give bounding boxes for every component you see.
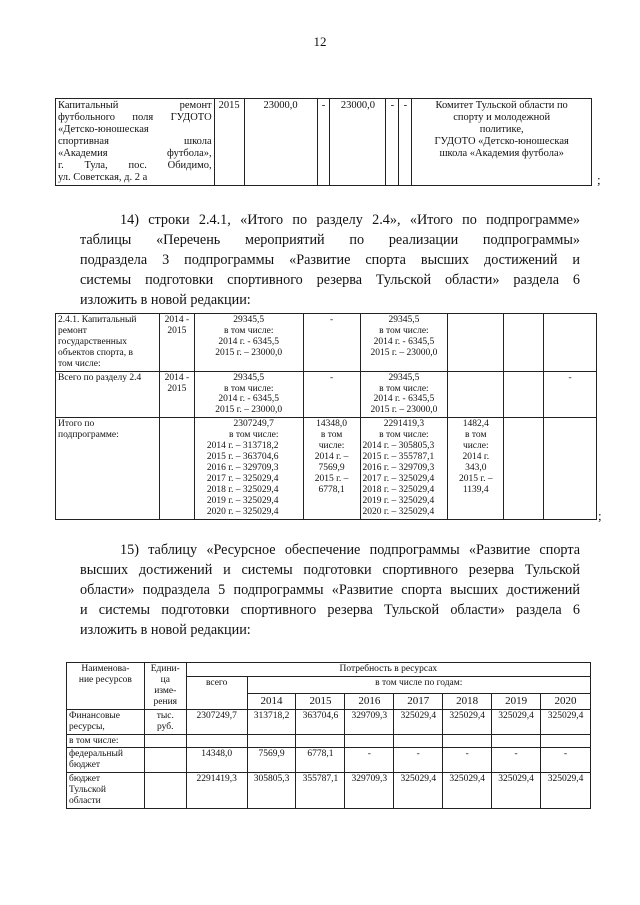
header-year: 2020	[541, 694, 591, 710]
cell-line: в том числе:	[223, 383, 274, 394]
col7-cell: -	[399, 99, 412, 186]
year-value: 6778,1	[296, 748, 345, 773]
cell-line: -	[568, 372, 572, 383]
cell-line: 2015 г. – 363704,6	[206, 452, 279, 463]
resource-name	[67, 773, 145, 809]
year-value	[247, 734, 296, 748]
cell-line: 2018 г. – 325029,4	[362, 484, 435, 495]
cell-line: 2014 г. - 6345,5	[373, 336, 435, 347]
header-name	[67, 663, 145, 710]
paragraph-line: изложить в новой редакции:	[80, 622, 251, 638]
resources-table	[66, 662, 591, 809]
total-cell	[194, 314, 303, 372]
cell-line: 2015 г. – 23000,0	[215, 347, 283, 358]
header-year: 2016	[345, 694, 394, 710]
header-row	[67, 663, 591, 677]
paragraph-line: и системы подготовки спортивного резерва Тульской области» раздела 6	[80, 602, 580, 618]
table-row	[56, 418, 597, 519]
paragraph-line: области» подраздела 5 подпрограммы «Развитие спорта высших достижений	[80, 582, 580, 598]
federal-cell	[303, 418, 360, 519]
years-cell	[159, 371, 194, 418]
measures-table	[55, 313, 597, 520]
year-value: 325029,4	[443, 709, 492, 734]
cell-line: Итого по	[58, 419, 95, 430]
cell-line: 2016 г. – 329709,3	[362, 462, 435, 473]
regional-cell	[360, 314, 448, 372]
cell-line: 2015	[167, 383, 187, 394]
cell-line: тыс.	[156, 710, 174, 721]
header-by-years: в том числе по годам:	[247, 676, 590, 693]
year-value	[394, 734, 443, 748]
unit-cell	[144, 748, 186, 773]
regional-cell: 23000,0	[330, 99, 386, 186]
total-cell: 23000,0	[244, 99, 317, 186]
cell-line: школа «Академия футбола»	[439, 148, 564, 160]
year-cell: 2015	[214, 99, 244, 186]
header-unit	[144, 663, 186, 710]
year-value: 325029,4	[394, 709, 443, 734]
year-value: 325029,4	[443, 773, 492, 809]
cell-line: том числе:	[58, 358, 101, 369]
cell-line: в том числе:	[379, 430, 429, 441]
year-value: 313718,2	[247, 709, 296, 734]
year-value: -	[394, 748, 443, 773]
cell-line: политике,	[479, 124, 524, 136]
cell-line: 29345,5	[233, 372, 265, 383]
cell-line: «Академия футбола»,	[58, 148, 212, 160]
year-value: 325029,4	[492, 709, 541, 734]
total-cell	[194, 418, 303, 519]
cell-line: 2015 г. –	[314, 473, 349, 484]
cell-line: спортивная школа	[58, 136, 212, 148]
regional-cell	[360, 418, 448, 519]
cell-line: 2015	[167, 325, 187, 336]
cell-line: Всего по разделу 2.4	[58, 372, 142, 383]
paragraph-14	[80, 210, 580, 310]
federal-cell	[303, 314, 360, 372]
cell-line: 7569,9	[318, 462, 345, 473]
cell-line: 2016 г. – 329709,3	[206, 462, 279, 473]
header-total: всего	[186, 676, 247, 709]
year-value	[492, 734, 541, 748]
cell-line: 2019 г. – 325029,4	[206, 495, 279, 506]
year-value: -	[492, 748, 541, 773]
cell-line: -	[329, 372, 334, 383]
other-cell	[504, 371, 544, 418]
cell-line: Наименова-	[81, 664, 130, 674]
cell-line: 2015 г. – 23000,0	[370, 347, 438, 358]
cell-line: рения	[153, 696, 178, 707]
cell-line: бюджет	[69, 774, 101, 785]
local-cell	[448, 418, 504, 519]
paragraph-line: системы подготовки спортивного резерва Тульской области» раздела 6	[80, 272, 580, 288]
cell-line: 2020 г. – 325029,4	[362, 506, 435, 517]
year-value: 7569,9	[247, 748, 296, 773]
cell-line: 2020 г. – 325029,4	[206, 506, 279, 517]
cell-line: 2015 г. –	[458, 473, 493, 484]
cell-line: 2014 г. – 305805,3	[362, 441, 435, 452]
extra-cell	[544, 371, 597, 418]
regional-cell	[360, 371, 448, 418]
semicolon: ;	[597, 172, 601, 187]
year-value: -	[541, 748, 591, 773]
col6-cell: -	[386, 99, 399, 186]
header-year: 2017	[394, 694, 443, 710]
header-year: 2014	[247, 694, 296, 710]
paragraph-line: 15) таблицу «Ресурсное обеспечение подпрограммы «Развитие спорта	[120, 542, 580, 558]
cell-line: числе:	[462, 441, 489, 452]
cell-line: «Детско-юношеская	[58, 124, 149, 136]
cell-line: 2019 г. – 325029,4	[362, 495, 435, 506]
total-cell: 2307249,7	[186, 709, 247, 734]
cell-line: спорту и молодежной	[453, 112, 551, 124]
resource-name	[67, 748, 145, 773]
cell-line: 2014 г. - 6345,5	[373, 394, 435, 405]
table-row	[56, 99, 592, 186]
year-value: 329709,3	[345, 773, 394, 809]
cell-line: 1482,4	[462, 419, 489, 430]
cell-line: 2018 г. – 325029,4	[206, 484, 279, 495]
year-value: -	[345, 748, 394, 773]
cell-line: Финансовые	[69, 710, 121, 721]
cell-line: 2014 г. – 313718,2	[206, 441, 279, 452]
cell-line: ца	[160, 674, 170, 685]
executor-cell	[412, 99, 592, 186]
other-cell	[504, 314, 544, 372]
cell-line: бюджет	[69, 760, 101, 771]
cell-line: футбольного поля ГУДОТО	[58, 112, 212, 124]
extra-cell	[544, 314, 597, 372]
cell-line: в том числе:	[223, 325, 274, 336]
name-cell	[56, 314, 160, 372]
top-table	[55, 98, 592, 186]
cell-line: -	[329, 315, 334, 325]
cell-line: 6778,1	[318, 484, 345, 495]
cell-line: 29345,5	[388, 372, 420, 383]
project-name-cell	[56, 99, 215, 186]
paragraph-line: подраздела 3 подпрограммы «Развитие спорта высших достижений и	[80, 252, 580, 268]
cell-line: 2.4.1. Капитальный	[58, 315, 137, 325]
cell-line: 14348,0	[316, 419, 347, 430]
resource-name	[67, 709, 145, 734]
cell-line: 2017 г. – 325029,4	[362, 473, 435, 484]
cell-line: 2291419,3	[383, 419, 425, 430]
cell-line: 2014 г. - 6345,5	[218, 336, 280, 347]
cell-line: 2014 -	[164, 372, 190, 383]
cell-line: 2015 г. – 355787,1	[362, 452, 435, 463]
cell-line: 2014 г.	[462, 452, 490, 463]
header-need: Потребность в ресурсах	[186, 663, 590, 677]
header-year: 2015	[296, 694, 345, 710]
year-value: 329709,3	[345, 709, 394, 734]
year-value: -	[443, 748, 492, 773]
cell-line: руб.	[157, 721, 174, 732]
cell-line: в том	[320, 430, 343, 441]
year-value: 325029,4	[541, 773, 591, 809]
unit-cell	[144, 773, 186, 809]
cell-line: 1139,4	[462, 484, 489, 495]
table-row	[56, 314, 597, 372]
cell-line: подпрограмме:	[58, 430, 119, 441]
cell-line: 29345,5	[233, 315, 265, 325]
cell-line: ГУДОТО «Детско-юношеская	[434, 136, 569, 148]
federal-cell: -	[317, 99, 330, 186]
year-value: 305805,3	[247, 773, 296, 809]
year-value: 325029,4	[541, 709, 591, 734]
year-value: 325029,4	[394, 773, 443, 809]
cell-line: 2014 -	[164, 315, 190, 325]
cell-line: области	[69, 796, 101, 807]
cell-line: федеральный	[69, 749, 123, 760]
cell-line: числе:	[318, 441, 345, 452]
total-cell	[194, 371, 303, 418]
cell-line: Капитальный ремонт	[58, 100, 212, 111]
cell-line: в том числе:	[228, 430, 279, 441]
cell-line: в том	[465, 430, 487, 441]
other-cell	[504, 418, 544, 519]
cell-line: 2307249,7	[233, 419, 274, 430]
cell-line: г. Тула, пос. Обидимо,	[58, 160, 212, 172]
cell-line: государственных	[58, 336, 128, 347]
table-row	[67, 748, 591, 773]
cell-line: Тульской	[69, 785, 106, 796]
years-cell	[159, 314, 194, 372]
resource-name: в том числе:	[67, 734, 145, 748]
header-year: 2019	[492, 694, 541, 710]
table-row	[67, 709, 591, 734]
cell-line: 2014 г. - 6345,5	[218, 394, 280, 405]
paragraph-line: таблицы «Перечень мероприятий по реализации подпрограммы»	[80, 232, 580, 248]
paragraph-15	[80, 540, 580, 640]
total-cell: 14348,0	[186, 748, 247, 773]
cell-line: ние ресурсов	[78, 674, 132, 685]
local-cell	[448, 314, 504, 372]
cell-line: ремонт	[58, 325, 87, 336]
name-cell	[56, 371, 160, 418]
total-cell	[186, 734, 247, 748]
unit-cell	[144, 734, 186, 748]
cell-line: 29345,5	[388, 315, 420, 325]
cell-line: объектов спорта, в	[58, 347, 133, 358]
total-cell: 2291419,3	[186, 773, 247, 809]
name-cell	[56, 418, 160, 519]
extra-cell	[544, 418, 597, 519]
table-row	[67, 734, 591, 748]
year-value	[296, 734, 345, 748]
semicolon: ;	[598, 508, 602, 523]
years-cell	[159, 418, 194, 519]
year-value	[541, 734, 591, 748]
paragraph-line: высших достижений и системы подготовки спортивного резерва Тульской	[80, 562, 580, 578]
year-value	[443, 734, 492, 748]
cell-line: 2014 г. –	[314, 452, 349, 463]
page-number: 12	[313, 34, 327, 49]
year-value: 325029,4	[492, 773, 541, 809]
unit-cell	[144, 709, 186, 734]
paragraph-line: 14) строки 2.4.1, «Итого по разделу 2.4», «Итого по подпрограмме»	[120, 212, 580, 228]
cell-line: 2015 г. – 23000,0	[215, 405, 283, 416]
table-row	[56, 371, 597, 418]
header-year: 2018	[443, 694, 492, 710]
cell-line: изме-	[154, 685, 177, 696]
cell-line: Едини-	[150, 664, 180, 674]
cell-line: 343,0	[465, 462, 487, 473]
cell-line: в том числе:	[379, 383, 429, 394]
cell-line: 2017 г. – 325029,4	[206, 473, 279, 484]
cell-line: 2015 г. – 23000,0	[370, 405, 438, 416]
cell-line: Комитет Тульской области по	[435, 100, 568, 111]
year-value: 363704,6	[296, 709, 345, 734]
cell-line: ул. Советская, д. 2 а	[58, 172, 148, 184]
local-cell	[448, 371, 504, 418]
year-value: 355787,1	[296, 773, 345, 809]
federal-cell	[303, 371, 360, 418]
table-row	[67, 773, 591, 809]
year-value	[345, 734, 394, 748]
paragraph-line: изложить в новой редакции:	[80, 292, 251, 308]
cell-line: ресурсы,	[69, 721, 105, 732]
cell-line: в том числе:	[379, 325, 429, 336]
